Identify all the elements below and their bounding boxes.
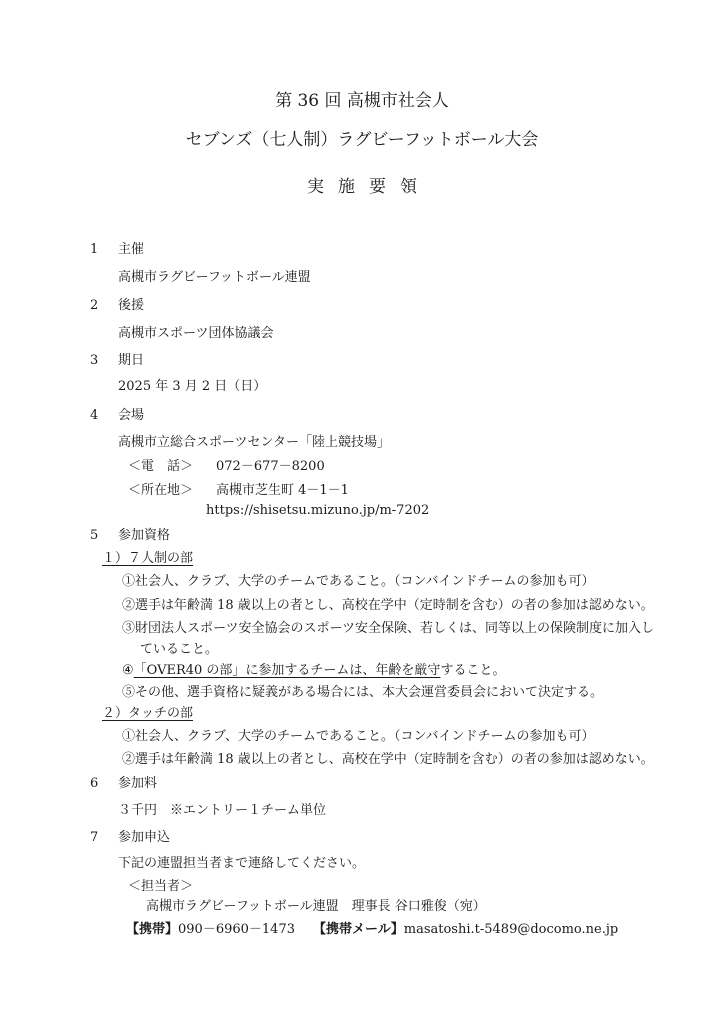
contact-label: ＜担当者＞ [128,879,194,894]
venue-name: 高槻市立総合スポーツセンター「陸上競技場」 [118,435,390,450]
section-number: 5 [90,528,99,543]
section-title: 参加資格 [118,528,171,543]
section-number: 1 [90,242,99,257]
title-line-2: セブンズ（七人制）ラグビーフットボール大会 [185,130,539,150]
phone-label: ＜電 話＞ [128,459,194,474]
section-number: 6 [90,776,99,791]
section-5-heading [90,524,170,543]
venue-url: https://shisetsu.mizuno.jp/m-7202 [206,503,430,518]
sevens-item-2: ②選手は年齢満 18 歳以上の者とし、高校在学中（定時制を含む）の者の参加は認めない。 [122,598,654,613]
application-note: 下記の連盟担当者まで連絡してください。 [118,856,366,871]
item-4-rest: すること。 [440,663,506,678]
sevens-item-3-cont: ていること。 [140,642,219,657]
title-line-1: 第 36 回 高槻市社会人 [275,91,449,111]
mobile-label: 【携帯】 [126,922,179,937]
sevens-item-1: ①社会人、クラブ、大学のチームであること。（コンバインドチームの参加も可） [122,574,595,589]
touch-division-heading: ２）タッチの部 [102,706,194,721]
section-title: 会場 [118,408,145,423]
section-4-heading [90,404,144,423]
sevens-item-5: ⑤その他、選手資格に疑義がある場合には、本大会運営委員会において決定する。 [122,685,604,700]
sevens-item-4 [122,659,505,678]
organizer: 高槻市ラグビーフットボール連盟 [118,270,311,285]
section-2-heading [90,294,144,313]
section-7-heading [90,826,170,845]
section-title: 参加料 [118,776,158,791]
venue-phone-row [128,455,325,474]
section-title: 主催 [118,242,145,257]
section-title: 後援 [118,298,145,313]
contact-person: 高槻市ラグビーフットボール連盟 理事長 谷口雅俊（宛） [146,899,486,914]
venue-address-row [128,479,349,498]
supporter: 高槻市スポーツ団体協議会 [118,326,274,341]
event-date: 2025 年 3 月 2 日（日） [118,379,267,394]
mobile-number: 090－6960－1473 [178,922,295,937]
section-1-heading [90,238,144,257]
mobile-mail-label: 【携帯メール】 [313,922,404,937]
entry-fee: ３千円 ※エントリー１チーム単位 [118,803,327,818]
title-line-3: 実施要領 [307,177,431,197]
sevens-division-heading: １）７人制の部 [102,551,194,566]
section-number: 4 [90,408,99,423]
touch-item-2: ②選手は年齢満 18 歳以上の者とし、高校在学中（定時制を含む）の者の参加は認めない。 [122,752,654,767]
venue-address: 高槻市芝生町 4－1－1 [216,483,349,498]
section-3-heading [90,349,144,368]
contact-details-row [126,918,618,937]
venue-phone: 072－677－8200 [216,459,325,474]
section-number: 7 [90,830,99,845]
item-4-prefix: ④ [122,663,134,678]
sevens-item-3: ③財団法人スポーツ安全協会のスポーツ安全保険、若しくは、同等以上の保険制度に加入し [122,621,654,636]
mobile-mail: masatoshi.t-5489@docomo.ne.jp [403,922,619,937]
address-label: ＜所在地＞ [128,483,194,498]
section-6-heading [90,772,157,791]
item-4-emphasis: 「OVER40 の部」に参加するチームは、年齢を厳守 [133,663,441,678]
section-title: 期日 [118,353,145,368]
section-number: 3 [90,353,99,368]
touch-item-1: ①社会人、クラブ、大学のチームであること。（コンバインドチームの参加も可） [122,729,595,744]
section-title: 参加申込 [118,830,171,845]
section-number: 2 [90,298,99,313]
